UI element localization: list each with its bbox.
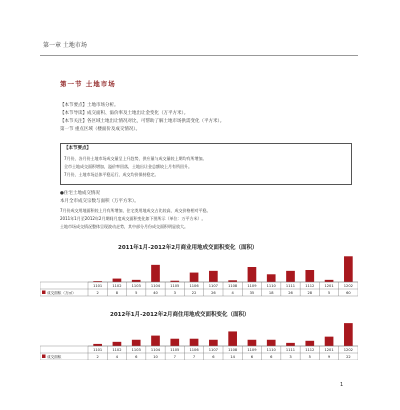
bar	[248, 267, 257, 282]
bar	[209, 271, 218, 282]
page-number: 1	[340, 382, 344, 388]
bar	[228, 331, 237, 346]
data-label: 9	[327, 355, 331, 359]
bar	[170, 339, 179, 346]
bar	[93, 344, 102, 346]
data-label: 22	[346, 355, 351, 359]
data-label: 2	[96, 355, 99, 359]
bar	[344, 323, 353, 346]
tick-label: 1105	[170, 284, 180, 288]
bar	[325, 280, 334, 282]
summary-line: 7月份，各月份土地市场成交量呈上升趋势，供应量与成交量较上期均有所增加。	[64, 156, 207, 161]
summary-line: 7月份，土地市场总体平稳运行，成交均价保持稳定。	[64, 172, 159, 177]
bar	[286, 271, 295, 282]
chart-title: 2012年1月-2012年2月商住用地成交面积变化（面积）	[110, 312, 250, 318]
tick-label: 1101	[93, 348, 103, 352]
tick-label: 1103	[131, 284, 141, 288]
summary-line: 全市土地成交面积增加，溢价率回落，土地出让金总额较上月有所回升。	[64, 164, 192, 169]
legend-swatch	[42, 355, 46, 359]
data-label: 22	[191, 291, 197, 295]
bar	[190, 339, 199, 346]
bar	[209, 340, 218, 346]
data-label: 4	[231, 291, 234, 295]
meta-line: 【本节要点】土地市场分析。	[60, 103, 119, 108]
tick-label: 1110	[266, 284, 276, 288]
data-label: 4	[115, 355, 119, 359]
bar	[305, 341, 314, 346]
chart-2	[40, 318, 358, 360]
tick-label: 1109	[247, 284, 257, 288]
tick-label: 1202	[343, 348, 353, 352]
meta-line: 第一节 重点区域（楼面价及成交情况）。	[60, 127, 141, 132]
data-label: 14	[230, 355, 235, 359]
tick-label: 1107	[208, 348, 218, 352]
meta-line: 【本节导读】成交面积、溢价率及土地出让金变化（万平方米）。	[60, 111, 189, 116]
data-label: 3	[289, 355, 292, 359]
chart-title: 2011年1月-2012年2月商业用地成交面积变化（面积）	[118, 245, 258, 251]
legend-label: 成交面积（万㎡）	[47, 291, 76, 295]
bar	[305, 270, 314, 282]
data-label: 5	[308, 355, 311, 359]
data-label: 35	[249, 291, 255, 295]
legend-swatch	[42, 291, 46, 295]
tick-label: 1106	[189, 348, 199, 352]
data-label: 60	[346, 291, 351, 295]
bar	[132, 340, 141, 346]
data-label: 2	[96, 291, 99, 295]
tick-label: 1104	[150, 284, 161, 288]
chart-1	[40, 250, 358, 300]
data-label: 10	[153, 355, 158, 359]
data-label: 26	[211, 291, 216, 295]
bar	[228, 280, 237, 282]
bar	[190, 273, 199, 282]
subsection-caption: 本月全市成交宗数与面积（万平方米）。	[60, 199, 139, 204]
data-label: 5	[327, 291, 331, 295]
tick-label: 1108	[228, 284, 238, 288]
data-label: 6	[250, 355, 254, 359]
legend-label: 成交面积	[47, 355, 62, 359]
bar	[113, 279, 122, 282]
bar	[344, 256, 353, 282]
section-heading: 第一节 土地市场	[60, 80, 116, 88]
tick-label: 1110	[266, 348, 276, 352]
summary-box-title: 【本节要点】	[64, 146, 91, 151]
bar	[248, 340, 257, 346]
tick-label: 1107	[208, 284, 218, 288]
data-label: 26	[288, 291, 293, 295]
header-divider	[40, 55, 358, 56]
bar	[267, 274, 276, 282]
data-label: 6	[135, 355, 138, 359]
body-paragraph: 土地市场成交情况整体呈现波动走势，其中部分月份成交面积明显放大。	[60, 224, 188, 229]
tick-label: 1201	[324, 348, 334, 352]
tick-label: 1108	[228, 348, 238, 352]
data-label: 6	[270, 355, 273, 359]
data-label: 8	[115, 291, 119, 295]
body-paragraph: 2011年1月至2012年2月期间月度成交面积变化如下图所示（单位：万平方米）。	[60, 216, 206, 221]
tick-label: 1101	[93, 284, 103, 288]
meta-line: 【本节关注】各区域土地出让情况对比，可帮助了解土地市场供需变化（平方米）。	[60, 119, 225, 124]
data-label: 6	[212, 355, 215, 359]
data-label: 28	[307, 291, 313, 295]
body-paragraph: 7月份成交用地面积较上月有所增加，住宅类用地成交占比较高，成交价格相对平稳。	[60, 208, 211, 213]
subsection-heading: ●住宅土地成交情况	[60, 191, 100, 196]
data-label: 3	[173, 291, 176, 295]
tick-label: 1112	[305, 284, 315, 288]
tick-label: 1202	[343, 284, 353, 288]
bar	[113, 342, 122, 346]
tick-label: 1111	[285, 284, 296, 288]
bar	[286, 343, 295, 346]
data-label: 7	[192, 355, 196, 359]
tick-label: 1102	[112, 284, 122, 288]
tick-label: 1109	[247, 348, 257, 352]
tick-label: 1105	[170, 348, 180, 352]
tick-label: 1102	[112, 348, 122, 352]
data-label: 18	[268, 291, 274, 295]
tick-label: 1106	[189, 284, 199, 288]
bar	[132, 280, 141, 282]
tick-label: 1103	[131, 348, 141, 352]
tick-label: 1111	[285, 348, 296, 352]
tick-label: 1104	[150, 348, 161, 352]
data-label: 7	[173, 355, 176, 359]
bar	[267, 340, 276, 346]
chapter-label: 第一章 土地市场	[43, 42, 87, 49]
bar	[151, 265, 160, 282]
bar	[325, 337, 334, 346]
tick-label: 1112	[305, 348, 315, 352]
tick-label: 1201	[324, 284, 334, 288]
data-label: 40	[153, 291, 158, 295]
bar	[151, 336, 160, 346]
data-label: 5	[135, 291, 138, 295]
